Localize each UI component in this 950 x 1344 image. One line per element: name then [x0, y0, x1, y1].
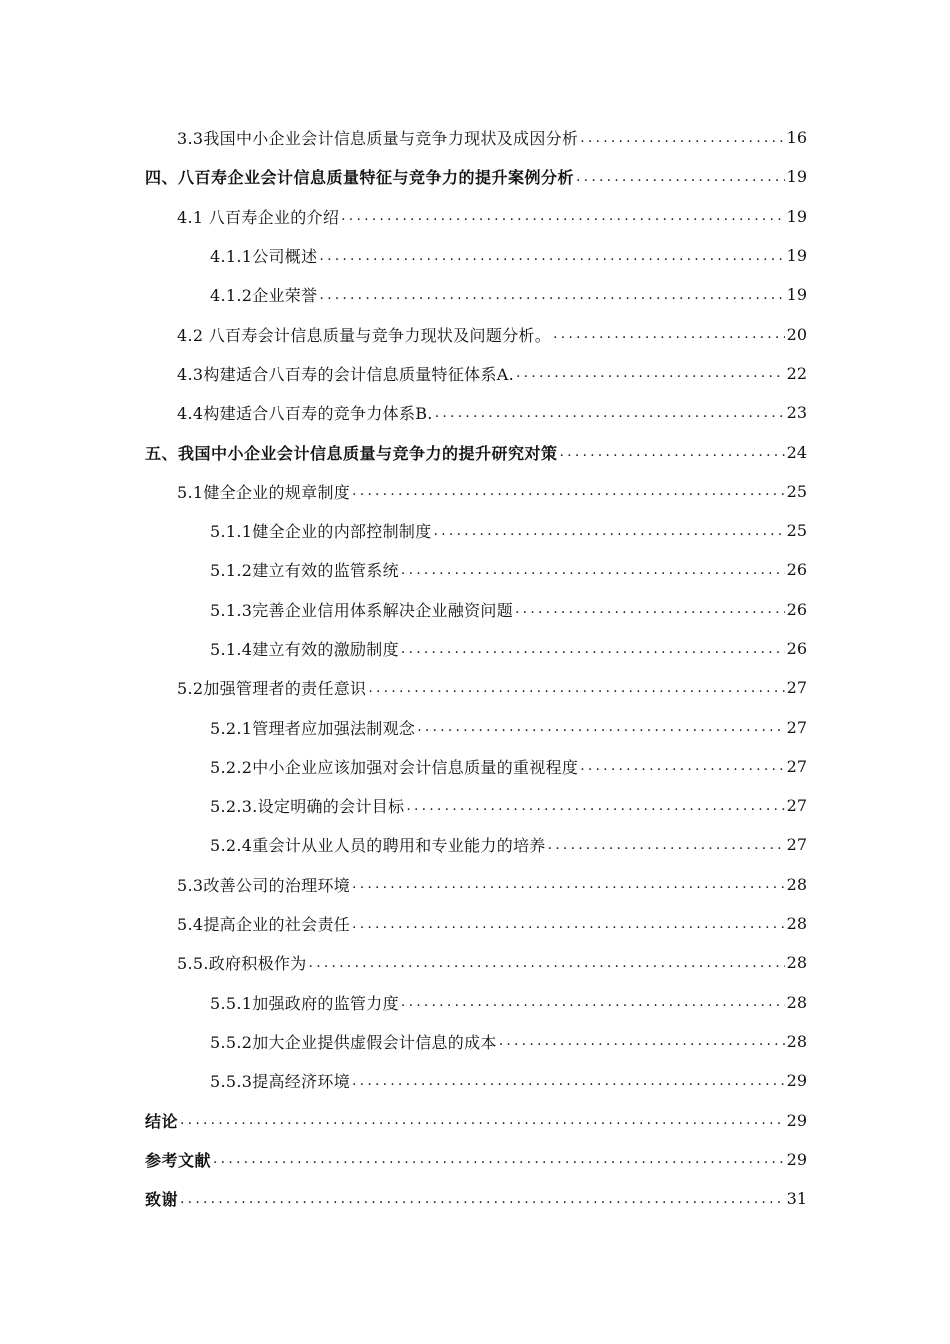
toc-entry-title: 5.2.4重会计从业人员的聘用和专业能力的培养: [210, 836, 546, 856]
toc-dot-leader: [213, 1149, 785, 1169]
toc-entry-title: 4.1.2企业荣誉: [210, 286, 318, 306]
toc-dot-leader: [576, 167, 785, 187]
toc-dot-leader: [560, 442, 785, 462]
toc-entry-page-number: 25: [786, 521, 807, 541]
toc-entry[interactable]: [145, 1061, 807, 1100]
toc-entry-title: 参考文献: [145, 1150, 212, 1170]
toc-entry[interactable]: [145, 118, 807, 157]
toc-entry-title: 5.1.1健全企业的内部控制制度: [210, 522, 432, 542]
toc-dot-leader: [180, 1189, 785, 1209]
toc-entry[interactable]: [145, 983, 807, 1022]
toc-entry[interactable]: [145, 354, 807, 393]
toc-dot-leader: [553, 324, 785, 344]
toc-dot-leader: [319, 246, 784, 266]
toc-dot-leader: [417, 717, 784, 737]
toc-entry-page-number: 27: [786, 756, 807, 776]
toc-dot-leader: [499, 1031, 785, 1051]
toc-entry-page-number: 19: [786, 167, 807, 187]
toc-entry-title: 5.2.3.设定明确的会计目标: [210, 797, 405, 817]
toc-entry-page-number: 28: [786, 1031, 807, 1051]
toc-entry[interactable]: [145, 393, 807, 432]
toc-entry[interactable]: [145, 1179, 807, 1218]
toc-entry-title: 5.1.3完善企业信用体系解决企业融资问题: [210, 600, 514, 620]
toc-entry-title: 4.2 八百寿会计信息质量与竞争力现状及问题分析。: [177, 325, 552, 345]
toc-dot-leader: [319, 285, 784, 305]
toc-entry[interactable]: [145, 1022, 807, 1061]
table-of-contents: [145, 118, 807, 1218]
toc-dot-leader: [516, 363, 785, 383]
toc-dot-leader: [180, 1110, 785, 1130]
toc-dot-leader: [548, 835, 785, 855]
toc-entry-title: 4.3构建适合八百寿的会计信息质量特征体系A.: [177, 364, 514, 384]
toc-entry-title: 5.5.1加强政府的监管力度: [210, 993, 399, 1013]
toc-entry-page-number: 26: [786, 599, 807, 619]
toc-entry-title: 5.2.1管理者应加强法制观念: [210, 718, 416, 738]
toc-entry-title: 4.1.1公司概述: [210, 247, 318, 267]
toc-entry-page-number: 23: [786, 403, 807, 423]
toc-entry[interactable]: [145, 786, 807, 825]
toc-entry-page-number: 19: [786, 285, 807, 305]
toc-entry[interactable]: [145, 197, 807, 236]
toc-entry-page-number: 28: [786, 992, 807, 1012]
toc-dot-leader: [435, 403, 785, 423]
toc-entry[interactable]: [145, 943, 807, 982]
toc-entry-title: 5.3改善公司的治理环境: [177, 875, 351, 895]
toc-entry-page-number: 31: [786, 1189, 807, 1209]
toc-entry-page-number: 24: [786, 442, 807, 462]
toc-entry[interactable]: [145, 314, 807, 353]
toc-entry-page-number: 26: [786, 560, 807, 580]
toc-dot-leader: [401, 992, 785, 1012]
toc-entry-title: 5.5.政府积极作为: [177, 954, 307, 974]
toc-entry[interactable]: [145, 236, 807, 275]
toc-entry[interactable]: [145, 1140, 807, 1179]
toc-entry-page-number: 26: [786, 639, 807, 658]
toc-entry-title: 5.2.2中小企业应该加强对会计信息质量的重视程度: [210, 757, 579, 777]
toc-dot-leader: [368, 678, 784, 698]
toc-entry-page-number: 19: [786, 206, 807, 226]
toc-dot-leader: [401, 639, 785, 659]
toc-entry[interactable]: [145, 825, 807, 864]
toc-entry-title: 5.5.3提高经济环境: [210, 1072, 351, 1092]
toc-entry-title: 致谢: [145, 1190, 179, 1210]
toc-entry[interactable]: [145, 668, 807, 707]
toc-entry-page-number: 27: [786, 796, 807, 816]
toc-entry-title: 5.1.4建立有效的激励制度: [210, 640, 399, 659]
toc-dot-leader: [434, 521, 785, 541]
toc-entry-title: 5.1.2建立有效的监管系统: [210, 561, 399, 581]
toc-entry-title: 3.3我国中小企业会计信息质量与竞争力现状及成因分析: [177, 129, 579, 149]
toc-entry-title: 结论: [145, 1111, 179, 1131]
toc-entry-page-number: 28: [786, 874, 807, 894]
toc-dot-leader: [352, 481, 785, 501]
toc-entry-page-number: 28: [786, 953, 807, 973]
toc-entry-page-number: 22: [786, 363, 807, 383]
toc-entry-title: 5.1健全企业的规章制度: [177, 482, 351, 502]
toc-entry-page-number: 20: [786, 324, 807, 344]
toc-entry-page-number: 29: [786, 1071, 807, 1091]
toc-entry-title: 5.5.2加大企业提供虚假会计信息的成本: [210, 1032, 497, 1052]
toc-entry[interactable]: [145, 865, 807, 904]
toc-entry[interactable]: [145, 472, 807, 511]
toc-entry[interactable]: [145, 747, 807, 786]
toc-entry[interactable]: [145, 550, 807, 589]
toc-entry[interactable]: [145, 904, 807, 943]
toc-entry-page-number: 27: [786, 717, 807, 737]
toc-entry-page-number: 27: [786, 835, 807, 855]
toc-dot-leader: [580, 128, 784, 148]
toc-entry[interactable]: [145, 629, 807, 668]
toc-entry-title: 5.4提高企业的社会责任: [177, 915, 351, 935]
toc-entry-page-number: 16: [786, 128, 807, 148]
toc-dot-leader: [309, 953, 785, 973]
toc-entry-title: 五、我国中小企业会计信息质量与竞争力的提升研究对策: [145, 443, 558, 463]
toc-entry-title: 5.2加强管理者的责任意识: [177, 679, 367, 699]
toc-dot-leader: [352, 874, 785, 894]
toc-entry[interactable]: [145, 157, 807, 196]
toc-entry-page-number: 27: [786, 678, 807, 698]
toc-entry-title: 四、八百寿企业会计信息质量特征与竞争力的提升案例分析: [145, 168, 575, 188]
toc-entry[interactable]: [145, 707, 807, 746]
toc-entry[interactable]: [145, 511, 807, 550]
toc-entry-title: 4.1 八百寿企业的介绍: [177, 207, 340, 227]
toc-dot-leader: [515, 599, 785, 619]
toc-entry-page-number: 29: [786, 1110, 807, 1130]
toc-entry-title: 4.4构建适合八百寿的竞争力体系B.: [177, 404, 433, 424]
toc-entry[interactable]: [145, 590, 807, 629]
toc-dot-leader: [341, 206, 785, 226]
toc-entry[interactable]: [145, 275, 807, 314]
toc-entry-page-number: 29: [786, 1149, 807, 1169]
toc-entry[interactable]: [145, 1100, 807, 1139]
toc-entry-page-number: 28: [786, 914, 807, 934]
toc-dot-leader: [406, 796, 784, 816]
toc-dot-leader: [401, 560, 785, 580]
toc-dot-leader: [352, 1071, 785, 1091]
toc-dot-leader: [352, 914, 785, 934]
toc-entry[interactable]: [145, 432, 807, 471]
toc-entry-page-number: 19: [786, 246, 807, 266]
toc-dot-leader: [580, 756, 784, 776]
toc-entry-page-number: 25: [786, 481, 807, 501]
